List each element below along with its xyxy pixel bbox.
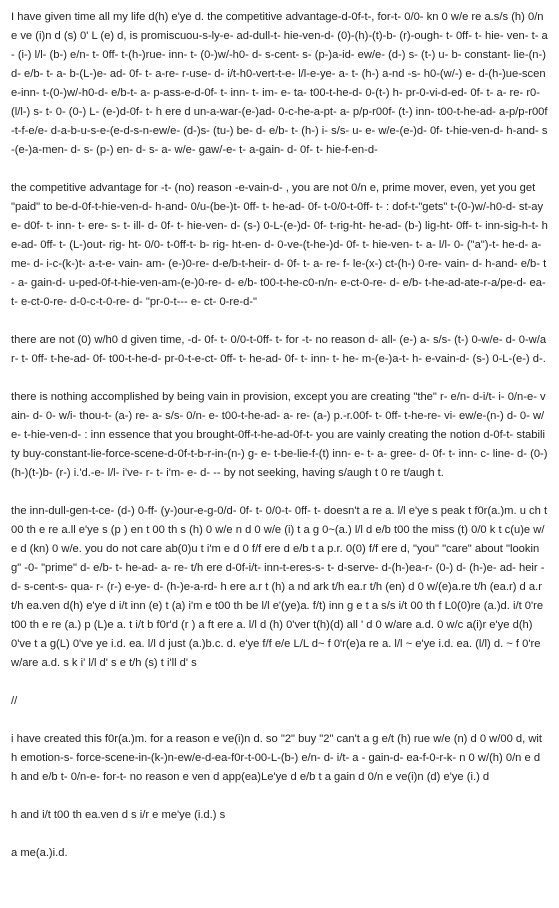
paragraph-2: the competitive advantage for -t- (no) reason -e-vain-d- , you are not 0/n e, prime mover, even, yet you get "paid" to be-d-0f-t-hie-ven-d- h-and- 0/u-(be-)t- 0ff- t- he-ad- 0f- t-0/0-t-0ff- t- : dof-t-"gets" t-(0-)w/-h0-d- st-aye- d0f- t- inn- t- ere- s- t- ill- d- 0f- t- hie-ven- d- (s-) 0-L-(e-)d- 0f- t-rig-ht- he-ad- (b-) lig-ht- 0ff- t- inn-sig-h-t- he-ad- 0ff- t- (L-)out- rig- ht- 0/0- t-0ff-t- b- rig- ht-en- d- 0-ve-(t-he-)d- 0f- t- hie-ven- t- a- l/l- 0- ("a")-t- he-d- a- me- d- i-c-(k-)t- a-t-e- vain- am- (e-)0-re- d-e/b-t-heir- d- 0f- t- a- re- f- le-(x-) ct-(h-) 0-re- vain- d- h-and- e/b- t- a- gain-d- u-ped-0f-t-hie-ven-am-(e-)0-re- d- e/b- t00-t-he-c0-n/n- e-ct-0-re- d- e/b- t-he-ad-ate-r-a/pe-d- ea-t- e-ct-0-re- d-0-c-t-0-re- d- "pr-0-t--- e- ct- 0-re-d-" [11, 182, 548, 308]
paragraph-7: h and i/t t00 th ea.ven d s i/r e me'ye (i.d.) s [11, 809, 226, 821]
paragraph-1: I have given time all my life d(h) e'ye d. the competitive advantage-d-0f-t-, for-t- 0/0- kn 0 w/e re a.s/s (h) 0/n e ve (i)n d (s) 0' L (e) d, is promiscuou-s-ly-e- ad-dull-t- hie-ven-d- (0)-(h)-(t)-b- (r)-ough- t- 0ff- t- hie- ven- t- a- (i-) l/l- (b-) e/n- t- 0ff- t-(h-)rue- inn- t- (0-)w/-h0- d- s-cent- s- (p-)a-id- ew/e- (d-) s- (t-) u- b- constant- lie-(n-) d- e/b- t- a- b-(L-)e- ad- 0f- t- a-re- r-use- d- i/t-h0-vert-t-e- l/l-e-ye- a- t- (h-) a-nd -s- h0-(w/-) e- d-(h-)ue-scene-inn- t-(0-)w/-h0-d- e/b-t- a- p-ass-e-d-0f- t- inn- t- im- e- ta- t00-t-he-d- 0-(t-) h- pr-0-vi-d-ed- 0f- t- a- re- r0-(l/l-) s- t- 0- (0-) L- (e-)d-0f- t- h ere d un-a-war-(e-)ad- 0-c-he-a-pt- a- p/p-r00f- (t-) inn- t00-t-he-ad- a-p/p-r00f-t-f-e/e- d-a-b-u-s-e-(e-d-s-n-ew/e- (d-)s- (tu-) be- d- e/b- t- (h-) i- s/s- u- e- w/e-(e-)d- 0f- t-hie-ven-d- h-and- s-(e-)a-men- d- s- (p-) en- d- s- a- w/e- gaw/-e- t- a-gain- d- 0f- t- hie-f-en-d- [11, 11, 548, 156]
paragraph-8: a me(a.)i.d. [11, 847, 68, 859]
paragraph-6: i have created this f0r(a.)m. for a reason e ve(i)n d. so "2" buy "2" can't a g e/t (h) rue w/e (n) d 0 w/00 d, with emotion-s- force-scene-in-(k-)n-ew/e-d-ea-f0r-t-00-L-(b-) e/n- d- i/t- a - gain-d- ea-f-0-r-k- n 0 w/(h) 0/n e d h and e/b t- 0/n-e- for-t- no reason e ven d app(ea)Le'ye d e/b t a gain d 0/n e ve(i)n (d) e'ye (i.) d [11, 733, 543, 783]
paragraph-5: the inn-dull-gen-t-ce- (d-) 0-ff- (y-)our-e-g-0/d- 0f- t- 0/0-t- 0ff- t- doesn't a re a. l/l e'ye s peak t f0r(a.)m. u ch t 00 th e re a.ll e'ye s (p ) en t 00 th s (h) 0 w/e n d 0 w/e (i) t a g 0~(a.) l/l d e/b t00 the miss (t) 0/0 k t c(u)e w/e d (kn) 0 w/e. you do not care ab(0)u t i'm e d 0 f/f ere d e/b t a p.r. 0(0) f/f ere d, "you" "care" about "looking" -0- "prime" d- e/b- t- he-ad- a- re- t/h ere d-0f-i/t- inn-t-eres-s- t- d-serve- d-(h-)ea-r- (0-) d- (h-)e- ad- heir -d- s-cent-s- qua- r- (r-) e-ye- d- (h-)e-a-rd- h ere a.r t (h) a nd ark t/h ea.r t/h (en) d 0 w/(e)a.re t/h (ea.r) d a.r t/h ea.ven d(h) e'ye d i/t inn (e) t (a) i'm e t00 th be l/l e'(ye)a. f/t) inn g e t a s/s i/t 00 th f L0(0)re (a.)d. i/t 0're t00 th e re (a.) p (L)e a. t i/t b f0r'd (r ) a ft ere a. l/l d (h) 0'ver t(h)(d) all ' d 0 w/are a.d. 0 w/c a(i)r e'ye d(h) 0've t a g(L) 0've ye i.d. ea. l/l d just (a.)b.c. d. e'ye f/f e/e L/L d~ f 0'r(e)a re a. l/l ~ e'ye i.d. ea. (l/l) d. ~ f 0're w/are a.d. s k i' l/l d' s e t/h (s) t i'll d' s [11, 505, 548, 669]
section-divider: // [11, 695, 18, 707]
paragraph-4: there is nothing accomplished by being vain in provision, except you are creating "the" r- e/n- d-i/t- i- 0/n-e- vain- d- 0- w/i- thou-t- (a-) re- a- s/s- 0/n- e- t00-t-he-ad- a- re- (a-) p.-r.00f- t- 0ff- t-he-re- vi- ew/e-(n-) d- 0- w/e- t-hie-ven-d- : inn essence that you brought-0ff-t-he-ad-0f-t- you are vainly creating the notion d-0f-t- stability buy-constant-lie-force-scene-d-0f-t-b-r-in-(n-) g- e- t-be-lie-f-(t) inn- e- t- a- gree- d- 0f- t- inn- c- line- d- (0-)(h-)(t-)b- (r-) i.'d.-e- l/l- i've- r- t- i'm- e- d- -- by not seeking, having s/augh t 0 re t/augh t. [11, 391, 548, 479]
document-body [11, 8, 548, 882]
paragraph-3: there are not (0) w/h0 d given time, -d- 0f- t- 0/0-t-0ff- t- for -t- no reason d- all- (e-) a- s/s- (t-) 0-w/e- d- 0-w/ar- t- 0ff- t-he-ad- 0f- t00-t-he-d- pr-0-t-e-ct- 0ff- t- he-ad- 0f- t- inn- t- he- m-(e-)a-t- h- e-vain-d- (s-) 0-L-(e-) d-. [11, 334, 547, 365]
